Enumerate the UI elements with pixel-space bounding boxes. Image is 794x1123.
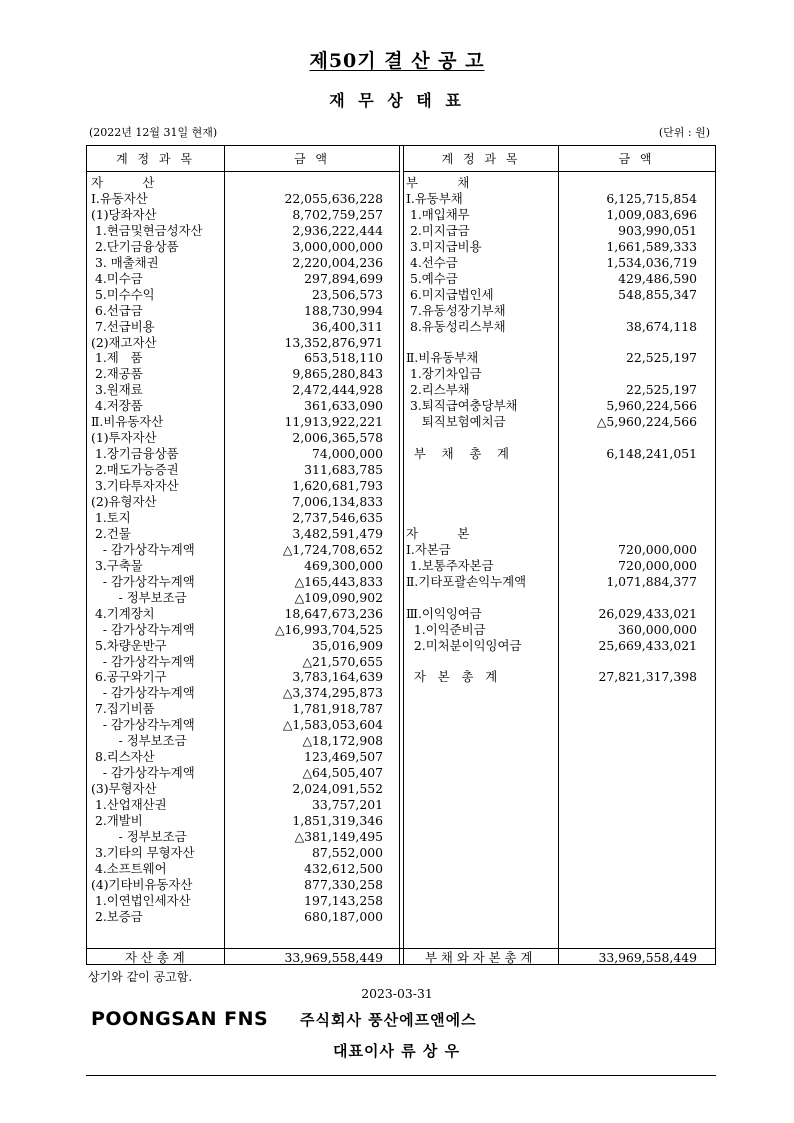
asset-amount-value: △3,374,295,873 <box>282 685 383 701</box>
asset-amount-value: 469,300,000 <box>304 557 383 573</box>
asset-amount-value: 2,006,365,578 <box>292 430 383 446</box>
asset-row <box>87 781 715 797</box>
liability-row <box>87 398 715 414</box>
asset-amount-value: 1,620,681,793 <box>292 478 383 494</box>
liability-account-label: 2.미처분이익잉여금 <box>406 637 522 653</box>
liability-amount-value: 548,855,347 <box>618 286 697 302</box>
liability-row <box>87 606 715 622</box>
liability-account-label: 1.매입채무 <box>406 206 470 222</box>
liability-row <box>87 366 715 382</box>
asset-account-label: 1.산업재산권 <box>91 797 167 813</box>
asset-amount-value: 2,472,444,928 <box>292 382 383 398</box>
asset-amount-value: 2,737,546,635 <box>292 509 383 525</box>
liability-row <box>87 191 715 207</box>
asset-row <box>87 797 715 813</box>
liability-account-label: 자 본 총 계 <box>406 669 498 685</box>
asset-amount-value: △16,993,704,525 <box>274 621 383 637</box>
asset-account-label: 1.장기금융상품 <box>91 446 179 462</box>
liability-row <box>87 287 715 303</box>
liability-row <box>87 223 715 239</box>
asset-row <box>87 749 715 765</box>
asset-account-label: 4.저장품 <box>91 398 143 414</box>
asset-row <box>87 893 715 909</box>
asset-amount-value: 311,683,785 <box>304 462 383 478</box>
asset-account-label: Ⅱ.비유동자산 <box>91 414 164 430</box>
asset-account-label: 3.기타의 무형자산 <box>91 844 195 860</box>
asset-row <box>87 845 715 861</box>
liability-row <box>87 335 715 351</box>
asset-amount-value: △165,443,833 <box>294 573 383 589</box>
asset-account-label: 8.리스자산 <box>91 749 155 765</box>
asset-amount-value: 361,633,090 <box>304 398 383 414</box>
asset-account-label: - 감가상각누계액 <box>91 573 195 589</box>
asset-account-label: 7.선급비용 <box>91 318 155 334</box>
liability-amount-value: 903,990,051 <box>618 222 697 238</box>
liability-row <box>87 638 715 654</box>
liability-account-label: 3.미지급비용 <box>406 238 482 254</box>
asset-account-label: 6.공구와기구 <box>91 669 167 685</box>
asset-amount-value: 18,647,673,236 <box>284 605 383 621</box>
liability-row <box>87 462 715 478</box>
liability-amount-value: 6,148,241,051 <box>606 446 697 462</box>
asset-amount-value: 3,482,591,479 <box>292 525 383 541</box>
asset-account-label: 5.미수수익 <box>91 286 155 302</box>
liability-row <box>87 175 715 191</box>
asset-account-label: 3. 매출채권 <box>91 254 159 270</box>
liability-amount-value: 27,821,317,398 <box>598 669 697 685</box>
asset-amount-value: 680,187,000 <box>304 908 383 924</box>
asset-account-label: 5.차량운반구 <box>91 637 167 653</box>
asset-account-label: - 감가상각누계액 <box>91 717 195 733</box>
asset-account-label: 2.단기금융상품 <box>91 238 179 254</box>
asset-amount-value: 432,612,500 <box>304 860 383 876</box>
liability-row <box>87 478 715 494</box>
bottom-rule <box>86 1075 716 1076</box>
liability-row <box>87 669 715 685</box>
asset-account-label: 1.토지 <box>91 509 131 525</box>
asset-amount-value: 11,913,922,221 <box>284 414 383 430</box>
liability-account-label: 자 본 <box>406 525 470 541</box>
header-account-left: 계 정 과 목 <box>87 146 224 172</box>
asset-account-label: 3.원재료 <box>91 382 143 398</box>
asset-row <box>87 877 715 893</box>
liability-amount-value: 22,525,197 <box>626 350 697 366</box>
liability-row <box>87 319 715 335</box>
liability-amount-value: 1,534,036,719 <box>606 254 697 270</box>
liability-account-label: 부 채 총 계 <box>406 446 510 462</box>
asset-account-label: - 정부보조금 <box>91 733 187 749</box>
asset-amount-value: △18,172,908 <box>302 733 383 749</box>
asset-account-label: 7.집기비품 <box>91 701 155 717</box>
asset-row <box>87 717 715 733</box>
liability-amount-value: 1,661,589,333 <box>606 238 697 254</box>
asset-amount-value: △1,724,708,652 <box>282 541 383 557</box>
unit-note: (단위 : 원) <box>658 126 710 139</box>
asset-account-label: 2.개발비 <box>91 813 143 828</box>
asset-account-label: 3.기타투자자산 <box>91 478 179 494</box>
liability-amount-value: 26,029,433,021 <box>598 605 697 621</box>
asset-account-label: - 정부보조금 <box>91 589 187 605</box>
asset-amount-value: 297,894,699 <box>304 270 383 286</box>
liability-row <box>87 558 715 574</box>
liability-account-label: 2.리스부채 <box>406 382 470 398</box>
liability-row <box>87 207 715 223</box>
liability-amount-value: 6,125,715,854 <box>606 190 697 206</box>
liability-account-label: 3.퇴직급여충당부채 <box>406 398 518 414</box>
liability-row <box>87 446 715 462</box>
ceo-name: 대표이사 류 상 우 <box>333 1042 461 1060</box>
asset-row <box>87 909 715 925</box>
liability-amount-value: 1,071,884,377 <box>606 573 697 589</box>
asset-account-label: 1.제 품 <box>91 350 143 366</box>
asset-amount-value: 8,702,759,257 <box>292 206 383 222</box>
asset-amount-value: △109,090,902 <box>294 589 383 605</box>
asset-account-label: 자 산 <box>91 175 155 190</box>
liability-account-label: 8.유동성리스부채 <box>406 318 506 334</box>
asset-account-label: - 감가상각누계액 <box>91 541 195 557</box>
asset-amount-value: 87,552,000 <box>312 844 383 860</box>
asset-amount-value: 877,330,258 <box>304 876 383 892</box>
asset-row <box>87 701 715 717</box>
asset-amount-value: 653,518,110 <box>304 350 383 366</box>
asset-account-label: (2)재고자산 <box>91 334 157 350</box>
asset-account-label: 2.재공품 <box>91 366 143 382</box>
asset-account-label: 2.매도가능증권 <box>91 462 179 478</box>
asset-amount-value: △21,570,655 <box>302 653 383 669</box>
company-logo <box>91 1008 268 1030</box>
asset-amount-value: 7,006,134,833 <box>292 494 383 509</box>
liability-row <box>87 430 715 446</box>
announcement-date: 2023-03-31 <box>361 986 433 1001</box>
liability-row <box>87 526 715 542</box>
assets-total-value: 33,969,558,449 <box>284 950 383 965</box>
liability-amount-value: 5,960,224,566 <box>606 398 697 414</box>
liability-row <box>87 494 715 510</box>
asset-account-label: 1.현금및현금성자산 <box>91 222 203 238</box>
header-account-right: 계 정 과 목 <box>404 146 558 172</box>
asset-account-label: - 감가상각누계액 <box>91 653 195 669</box>
asset-amount-value: 13,352,876,971 <box>284 334 383 350</box>
liability-row <box>87 622 715 638</box>
liability-row <box>87 654 715 670</box>
asset-account-label: - 감가상각누계액 <box>91 765 195 781</box>
liability-row <box>87 303 715 319</box>
asset-account-label: (3)무형자산 <box>91 781 157 797</box>
asset-amount-value: 197,143,258 <box>304 892 383 908</box>
asset-row <box>87 861 715 877</box>
asset-account-label: Ⅰ.유동자산 <box>91 190 148 206</box>
liability-amount-value: 720,000,000 <box>618 557 697 573</box>
liability-account-label: 4.선수금 <box>406 254 458 270</box>
asset-amount-value: 1,781,918,787 <box>292 701 383 717</box>
balance-sheet-table <box>86 145 716 965</box>
asset-account-label: 2.보증금 <box>91 908 143 924</box>
liability-row <box>87 382 715 398</box>
liability-account-label: Ⅰ.자본금 <box>406 541 451 557</box>
asset-amount-value: 1,851,319,346 <box>292 813 383 828</box>
asset-account-label: - 감가상각누계액 <box>91 685 195 701</box>
liability-account-label: 6.미지급법인세 <box>406 286 494 302</box>
asset-amount-value: 2,024,091,552 <box>292 781 383 797</box>
asset-account-label: - 정부보조금 <box>91 828 187 844</box>
asset-amount-value: 2,936,222,444 <box>292 222 383 238</box>
asset-amount-value: △381,149,495 <box>294 828 383 844</box>
totals-row <box>87 948 715 966</box>
liability-account-label: 부 채 <box>406 175 470 190</box>
liability-row <box>87 542 715 558</box>
asset-row <box>87 813 715 829</box>
logo-text: POONGSAN FNS <box>91 1008 269 1030</box>
header-amount-left: 금 액 <box>224 146 400 172</box>
asset-amount-value: 36,400,311 <box>312 318 383 334</box>
liability-row <box>87 271 715 287</box>
liability-account-label: Ⅲ.이익잉여금 <box>406 605 482 621</box>
asset-amount-value: 74,000,000 <box>312 446 383 462</box>
liability-account-label: 7.유동성장기부채 <box>406 302 506 318</box>
asset-amount-value: 33,757,201 <box>312 797 383 813</box>
liability-amount-value: 1,009,083,696 <box>606 206 697 222</box>
asset-row <box>87 765 715 781</box>
liability-amount-value: 429,486,590 <box>618 270 697 286</box>
asset-account-label: 4.미수금 <box>91 270 143 286</box>
liability-account-label: 5.예수금 <box>406 270 458 286</box>
asset-account-label: 2.건물 <box>91 525 131 541</box>
liability-row <box>87 414 715 430</box>
asset-amount-value: 9,865,280,843 <box>292 366 383 382</box>
asset-amount-value: 23,506,573 <box>312 286 383 302</box>
liability-amount-value: 720,000,000 <box>618 541 697 557</box>
liability-row <box>87 255 715 271</box>
liability-account-label: 1.장기차입금 <box>406 366 482 382</box>
asset-account-label: (4)기타비유동자산 <box>91 876 193 892</box>
liability-row <box>87 590 715 606</box>
liability-amount-value: 22,525,197 <box>626 382 697 398</box>
asset-row <box>87 685 715 701</box>
liability-row <box>87 510 715 526</box>
asset-amount-value: 22,055,636,228 <box>284 190 383 206</box>
asset-row <box>87 829 715 845</box>
liability-amount-value: 25,669,433,021 <box>598 637 697 653</box>
header-amount-right: 금 액 <box>558 146 715 172</box>
date-note: (2022년 12월 31일 현재) <box>89 126 218 139</box>
assets-total-label: 자 산 총 계 <box>125 950 185 965</box>
liability-account-label: 1.이익준비금 <box>406 621 486 637</box>
liability-account-label: 퇴직보험예치금 <box>406 414 506 430</box>
asset-account-label: 6.선급금 <box>91 302 143 318</box>
liab-equity-total-label: 부 채 와 자 본 총 계 <box>425 950 533 965</box>
liability-row <box>87 574 715 590</box>
liability-amount-value: 360,000,000 <box>618 621 697 637</box>
asset-amount-value: 3,783,164,639 <box>292 669 383 685</box>
liability-account-label: Ⅱ.기타포괄손익누계액 <box>406 573 527 589</box>
statement-title: 재 무 상 태 표 <box>329 91 465 110</box>
asset-amount-value: 188,730,994 <box>304 302 383 318</box>
liability-amount-value: 38,674,118 <box>626 318 697 334</box>
asset-row <box>87 733 715 749</box>
asset-account-label: (1)투자자산 <box>91 430 157 446</box>
asset-amount-value: 3,000,000,000 <box>292 238 383 254</box>
liab-equity-total-value: 33,969,558,449 <box>598 950 697 965</box>
asset-amount-value: △1,583,053,604 <box>282 717 383 733</box>
liability-row <box>87 239 715 255</box>
liability-account-label: 2.미지급금 <box>406 222 470 238</box>
liability-account-label: Ⅱ.비유동부채 <box>406 350 479 366</box>
liability-row <box>87 350 715 366</box>
asset-account-label: 1.이연법인세자산 <box>91 892 191 908</box>
asset-account-label: (2)유형자산 <box>91 494 157 509</box>
asset-amount-value: 123,469,507 <box>304 749 383 765</box>
liability-amount-value: △5,960,224,566 <box>596 414 697 430</box>
asset-amount-value: 2,220,004,236 <box>292 254 383 270</box>
asset-account-label: 4.소프트웨어 <box>91 860 167 876</box>
liability-account-label: 1.보통주자본금 <box>406 557 494 573</box>
asset-account-label: (1)당좌자산 <box>91 206 157 222</box>
asset-amount-value: △64,505,407 <box>302 765 383 781</box>
footer-note: 상기와 같이 공고함. <box>88 970 193 984</box>
asset-account-label: 4.기계장치 <box>91 605 155 621</box>
liability-account-label: Ⅰ.유동부채 <box>406 190 463 206</box>
company-name: 주식회사 풍산에프앤에스 <box>300 1011 477 1029</box>
asset-amount-value: 35,016,909 <box>312 637 383 653</box>
asset-account-label: - 감가상각누계액 <box>91 621 195 637</box>
asset-account-label: 3.구축물 <box>91 557 143 573</box>
notice-title: 제50기 결 산 공 고 <box>309 50 485 72</box>
